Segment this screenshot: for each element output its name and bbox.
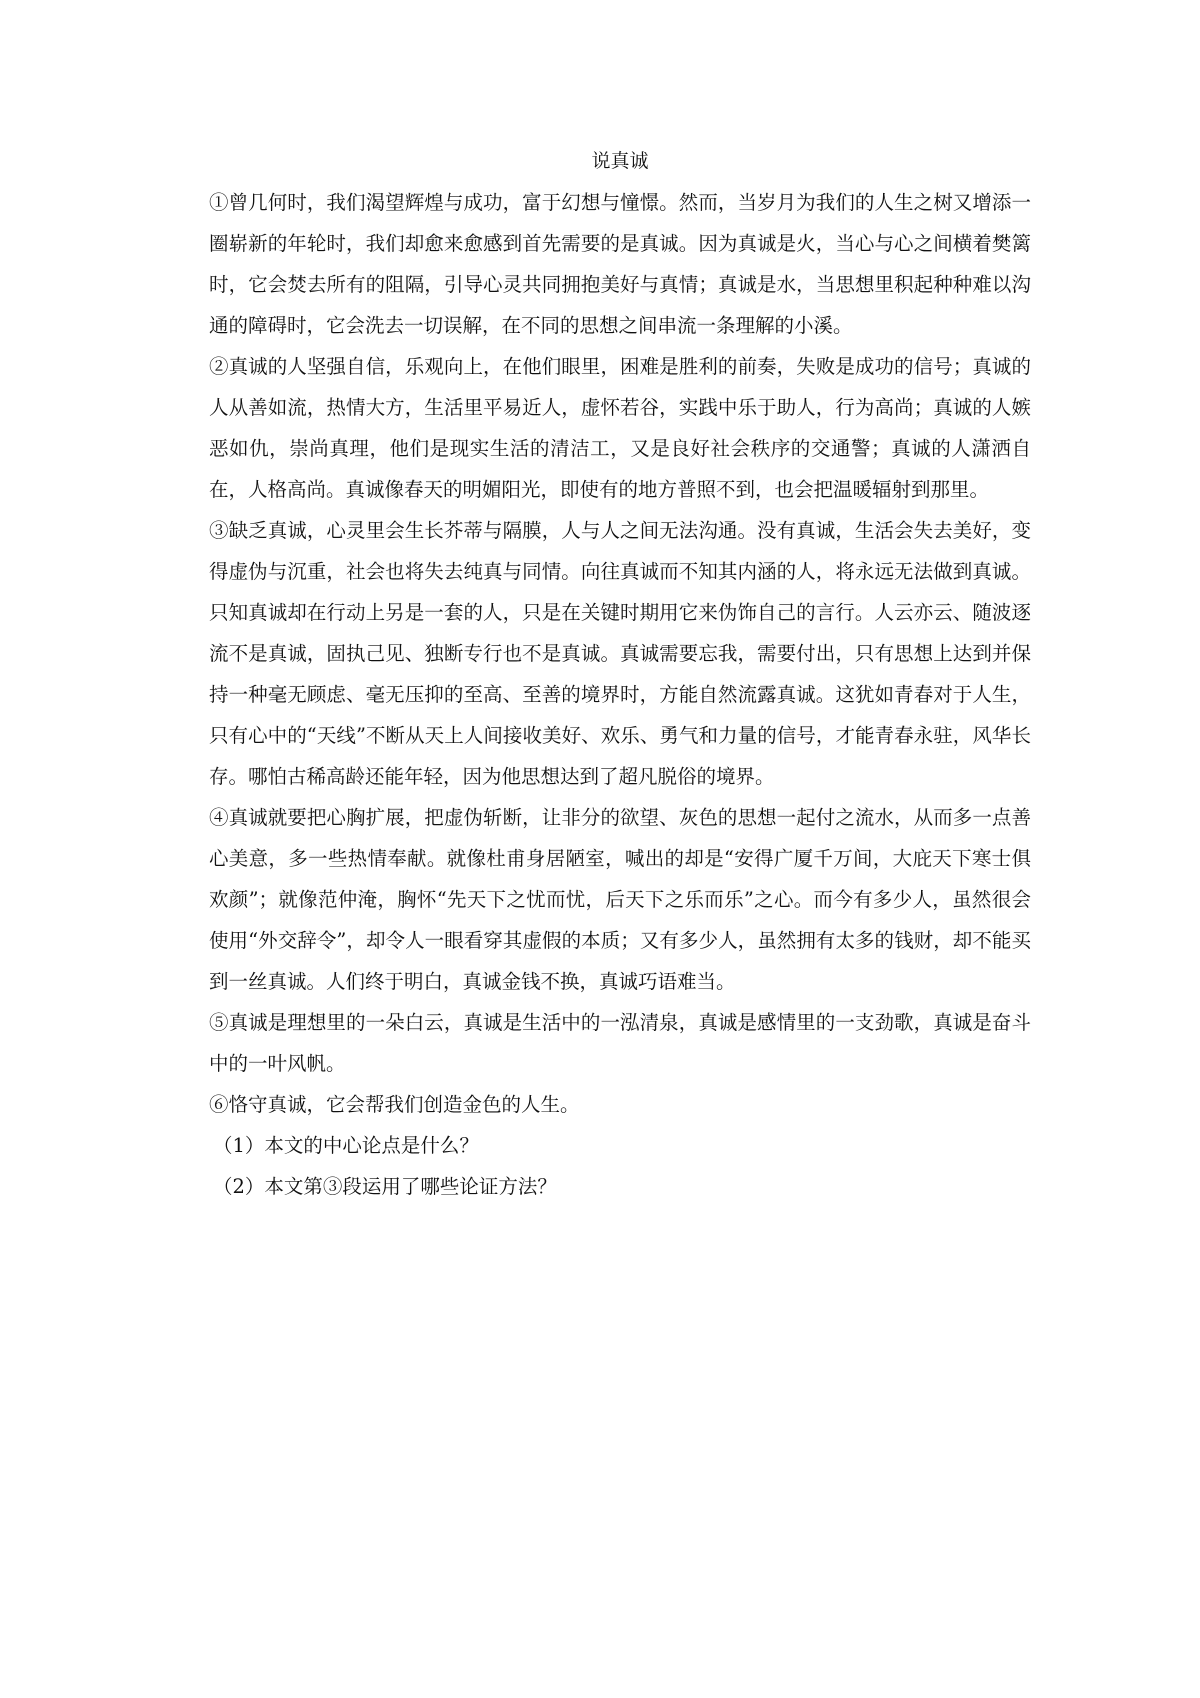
paragraph-3: ③缺乏真诚，心灵里会生长芥蒂与隔膜，人与人之间无法沟通。没有真诚，生活会失去美好，变得虚伪与沉重，社会也将失去纯真与同情。向往真诚而不知其内涵的人，将永远无法做到真诚。只知真诚却在行动上另是一套的人，只是在关键时期用它来伪饰自己的言行。人云亦云、随波逐流不是真诚，固执己见、独断专行也不是真诚。真诚需要忘我，需要付出，只有思想上达到并保持一种毫无顾虑、毫无压抑的至高、至善的境界时，方能自然流露真诚。这犹如青春对于人生，只有心中的“天线”不断从天上人间接收美好、欢乐、勇气和力量的信号，才能青春永驻，风华长存。哪怕古稀高龄还能年轻，因为他思想达到了超凡脱俗的境界。 bbox=[209, 519, 1031, 788]
paragraph-5: ⑤真诚是理想里的一朵白云，真诚是生活中的一泓清泉，真诚是感情里的一支劲歌，真诚是奋斗中的一叶风帆。 bbox=[209, 1011, 1031, 1075]
paragraph-4: ④真诚就要把心胸扩展，把虚伪斩断，让非分的欲望、灰色的思想一起付之流水，从而多一点善心美意，多一些热情奉献。就像杜甫身居陋室，喊出的却是“安得广厦千万间，大庇天下寒士俱欢颜”；就像范仲淹，胸怀“先天下之忧而忧，后天下之乐而乐”之心。而今有多少人，虽然很会使用“外交辞令”，却令人一眼看穿其虚假的本质；又有多少人，虽然拥有太多的钱财，却不能买到一丝真诚。人们终于明白，真诚金钱不换，真诚巧语难当。 bbox=[209, 806, 1031, 993]
paragraph-6: ⑥恪守真诚，它会帮我们创造金色的人生。 bbox=[209, 1093, 580, 1116]
document-title: 说真诚 bbox=[591, 150, 649, 172]
paragraph-1: ①曾几何时，我们渴望辉煌与成功，富于幻想与憧憬。然而，当岁月为我们的人生之树又增添一圈崭新的年轮时，我们却愈来愈感到首先需要的是真诚。因为真诚是火，当心与心之间横着樊篱时，它会焚去所有的阻隔，引导心灵共同拥抱美好与真情；真诚是水，当思想里积起种种难以沟通的障碍时，它会洗去一切误解，在不同的思想之间串流一条理解的小溪。 bbox=[209, 191, 1031, 337]
question-2: （2）本文第③段运用了哪些论证方法？ bbox=[213, 1175, 557, 1198]
paragraph-2: ②真诚的人坚强自信，乐观向上，在他们眼里，困难是胜利的前奏，失败是成功的信号；真诚的人从善如流，热情大方，生活里平易近人，虚怀若谷，实践中乐于助人，行为高尚；真诚的人嫉恶如仇，崇尚真理，他们是现实生活的清洁工，又是良好社会秩序的交通警；真诚的人潇洒自在，人格高尚。真诚像春天的明媚阳光，即使有的地方普照不到，也会把温暖辐射到那里。 bbox=[209, 355, 1031, 501]
document-page bbox=[209, 148, 1031, 1207]
question-1: （1）本文的中心论点是什么？ bbox=[213, 1134, 479, 1157]
